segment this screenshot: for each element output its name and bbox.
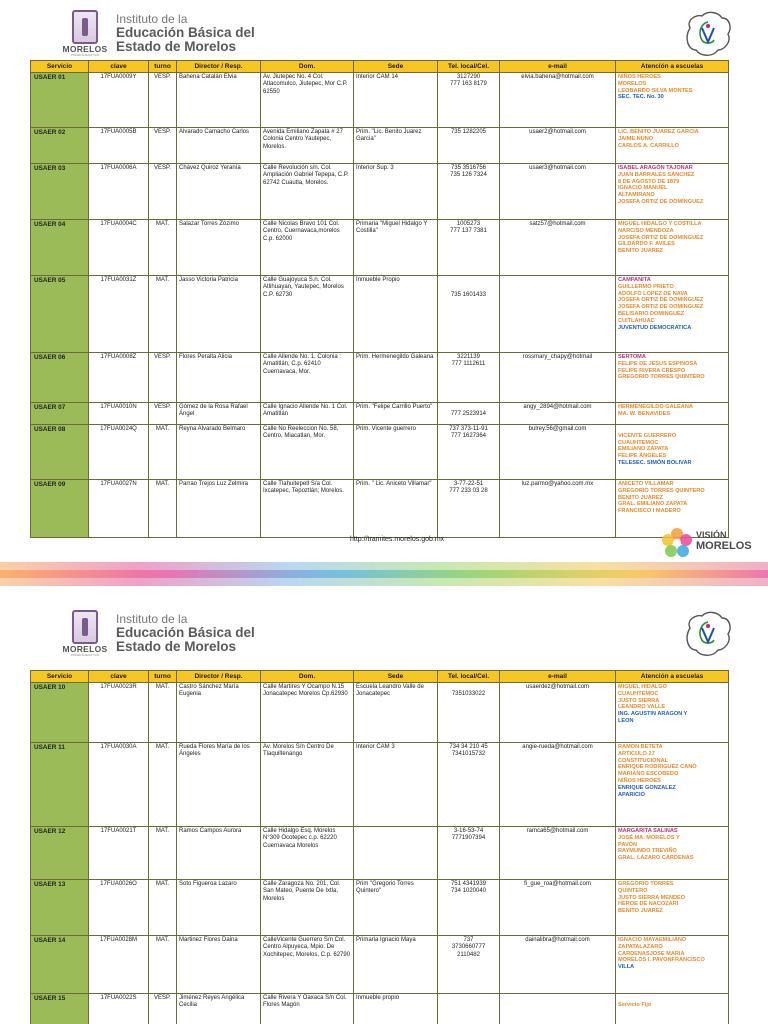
table-row xyxy=(31,353,729,403)
school-name: JAIME NUNO xyxy=(618,135,654,142)
school-name: BENITO JUAREZ xyxy=(618,248,663,255)
school-name: JOSEFA ORTIZ DE DOMÍNGUEZ xyxy=(618,198,704,205)
cell-turno: VESP. xyxy=(149,128,177,164)
cell-tel: 777 2523914 xyxy=(438,403,500,425)
table-row xyxy=(31,220,729,276)
school-name: FELIPE RIVERA CRESPO xyxy=(618,367,686,374)
morelos-word: MORELOS xyxy=(696,540,752,552)
school-name: CAMPANITA xyxy=(618,277,651,283)
cell-turno: VESP. xyxy=(149,403,177,425)
cell-escuelas xyxy=(616,353,729,403)
usaer-table-page-1 xyxy=(30,60,729,538)
column-header: Dom. xyxy=(261,671,354,683)
school-name: RAYMUNDO TREVIÑO xyxy=(618,848,677,855)
cell-escuelas xyxy=(616,880,729,936)
school-name: BENITO JUAREZ xyxy=(618,908,663,915)
cell-email[interactable]: angie-rueda@hotmail.com xyxy=(500,743,616,827)
table-row xyxy=(31,683,729,743)
table-row xyxy=(31,936,729,994)
cell-director: Alvarado Camacho Carlos xyxy=(177,128,261,164)
vision-word: VISIÓN xyxy=(696,530,727,540)
school-name: JOSEFA ORTIZ DE DOMINGUEZ xyxy=(618,297,704,304)
footer-url[interactable]: http://tramites.morelos.gob.mx xyxy=(350,536,445,543)
institute-title xyxy=(116,612,316,654)
cell-turno: MAT. xyxy=(149,936,177,994)
cell-clave: 17FUA0028M xyxy=(89,936,149,994)
school-name: HEROE DE NACOZARI xyxy=(618,901,679,908)
cell-dom: Calle Ignacio Allende No. 1 Col. Amatitlán xyxy=(261,403,354,425)
table-row xyxy=(31,827,729,880)
column-header: Tel. local/Cel. xyxy=(438,61,500,73)
column-header: Sede xyxy=(354,61,438,73)
school-name: VILLA xyxy=(618,964,635,971)
school-name: MARGARITA SALINAS xyxy=(618,828,678,834)
cell-sede: Interior CAM 3 xyxy=(354,743,438,827)
cell-escuelas xyxy=(616,683,729,743)
cell-tel: 3-77-22-51 777 233 03 28 xyxy=(438,480,500,538)
cell-turno: MAT. xyxy=(149,880,177,936)
cell-dom: Calle Rivera Y Oaxaca S/n Col. Flores Magón xyxy=(261,994,354,1024)
cell-clave: 17FUA0022S xyxy=(89,994,149,1024)
cell-director: Chávez Quiroz Yeranía xyxy=(177,164,261,220)
column-header: e-mail xyxy=(500,671,616,683)
school-name: FELIPE ÁNGELES xyxy=(618,453,667,460)
cell-servicio: USAER 08 xyxy=(31,425,89,480)
school-name: EMILIANO ZAPATA xyxy=(618,446,669,453)
cell-escuelas xyxy=(616,827,729,880)
decorative-stripe xyxy=(0,562,768,586)
cell-turno: MAT. xyxy=(149,743,177,827)
logo-sub: PODER EJECUTIVO xyxy=(70,653,100,657)
school-name: JOSEFA ORTIZ DE DOMINGUEZ xyxy=(618,304,704,311)
cell-sede: Prim. " Lic. Aniceto Villamar" xyxy=(354,480,438,538)
cell-turno: MAT. xyxy=(149,683,177,743)
school-name: CARDENASJOSE MARIA xyxy=(618,950,685,957)
cell-email[interactable]: rossmary_chapy@hotmail xyxy=(500,353,616,403)
school-name: ING. AGUSTIN ARAGON Y xyxy=(618,711,688,718)
school-name: 8 DE AGOSTO DE 1879 xyxy=(618,178,680,185)
morelos-logo xyxy=(60,610,110,656)
cell-escuelas xyxy=(616,128,729,164)
school-name: GREGORIO TORRES xyxy=(618,881,674,887)
school-name: GREGORIO TORRES QUINTERO xyxy=(618,487,705,494)
column-header: Atención a escuelas xyxy=(616,61,729,73)
title-line-1: Instituto de la xyxy=(116,12,188,26)
institute-title xyxy=(116,12,316,54)
cell-clave: 17FUA0008Z xyxy=(89,353,149,403)
school-name: CONSTITUCIONAL xyxy=(618,757,669,764)
cell-clave: 17FUA0027N xyxy=(89,480,149,538)
cell-email[interactable]: elvia.bahena@hotmail.com xyxy=(500,73,616,128)
cell-sede: Inmueble propio xyxy=(354,994,438,1024)
title-line-3: Estado de Morelos xyxy=(116,39,237,54)
cell-dom: Av. Morelos S/n Centro De Tlaquiltenango xyxy=(261,743,354,827)
cell-servicio: USAER 11 xyxy=(31,743,89,827)
school-name: GRAL. LÁZARO CÁRDENAS xyxy=(618,855,694,862)
school-name: VICENTE GUERRERO xyxy=(618,432,677,439)
cell-dom: Avenida Emiliano Zapata # 27 Colonia Centro Yautepec, Morelos. xyxy=(261,128,354,164)
cell-email[interactable] xyxy=(500,994,616,1024)
cell-email[interactable]: usaerdez@hotmail.com xyxy=(500,683,616,743)
cell-tel: 735 1601433 xyxy=(438,276,500,353)
morelos-emblem-icon xyxy=(72,10,98,44)
school-name: NIÑOS HEROES xyxy=(618,74,661,80)
title-line-3: Estado de Morelos xyxy=(116,639,237,654)
cell-tel: 735 3516756 735 126 7324 xyxy=(438,164,500,220)
column-header: turno xyxy=(149,671,177,683)
cell-escuelas xyxy=(616,994,729,1024)
cell-tel: 737 3730660777 2110482 xyxy=(438,936,500,994)
school-name: MA. W. BENAVIDES xyxy=(618,410,671,417)
cell-director: Reyna Alvarado Belmaro xyxy=(177,425,261,480)
cell-clave: 17FUA0005B xyxy=(89,128,149,164)
cell-dom: Calle Tlahuitepetl S/a Col. Ixcatepec, Tepoztlán; Morelos. xyxy=(261,480,354,538)
cell-servicio: USAER 09 xyxy=(31,480,89,538)
cell-servicio: USAER 14 xyxy=(31,936,89,994)
school-name: JUSTO SIERRA MENDEO xyxy=(618,894,686,901)
school-name: CUAUHTEMOC xyxy=(618,690,659,697)
cell-tel: 734 34 210 45 7341015732 xyxy=(438,743,500,827)
school-name: ENRIQUE GONZALEZ xyxy=(618,784,676,791)
school-name: ZAPATALAZARO xyxy=(618,943,663,950)
school-name: MORELOS I. PAVONFRANCISCO xyxy=(618,957,705,964)
logo-word: MORELOS xyxy=(62,644,108,654)
cell-sede: Prim "Gregorio Torres Quintero" xyxy=(354,880,438,936)
school-name: QUINTERO xyxy=(618,887,648,894)
cell-director: Jiménez Reyes Angélica Cecilia xyxy=(177,994,261,1024)
column-header: e-mail xyxy=(500,61,616,73)
table-row xyxy=(31,73,729,128)
cell-director: Soto Figueroa Lazaro xyxy=(177,880,261,936)
cell-tel: 3221139 777 1112611 xyxy=(438,353,500,403)
school-name: Servicio Fijo xyxy=(618,1001,652,1008)
page-header xyxy=(0,0,768,60)
cell-clave: 17FUA0030A xyxy=(89,743,149,827)
school-name: ENRIQUE RODRIGUEZ CANO xyxy=(618,764,697,771)
cell-tel: 735 1282205 xyxy=(438,128,500,164)
cell-servicio: USAER 13 xyxy=(31,880,89,936)
cell-servicio: USAER 06 xyxy=(31,353,89,403)
school-name: IGNACIO MAYAEMILIANO xyxy=(618,937,687,943)
school-name xyxy=(618,426,726,433)
cell-director: Jasso Victoria Patricia xyxy=(177,276,261,353)
school-name: MARIANO ESCOBEDO xyxy=(618,771,679,778)
cell-escuelas xyxy=(616,73,729,128)
cell-servicio: USAER 07 xyxy=(31,403,89,425)
cell-tel: 3-16-53-74 7771907394 xyxy=(438,827,500,880)
cell-clave: 17FUA0010N xyxy=(89,403,149,425)
school-name: ISABEL ARAGÓN TAJONAR xyxy=(618,165,693,171)
cell-clave: 17FUA0024Q xyxy=(89,425,149,480)
cell-turno: VESP. xyxy=(149,73,177,128)
cell-sede: Prim. Hermenegildo Galeana xyxy=(354,353,438,403)
cell-turno: MAT. xyxy=(149,276,177,353)
school-name: LEANDRO VALLE xyxy=(618,704,666,711)
column-header: Director / Resp. xyxy=(177,671,261,683)
school-name: GREGORIO TORRES QUINTERO xyxy=(618,374,705,381)
cell-email[interactable]: satz57@hotmail.com xyxy=(500,220,616,276)
cell-turno: VESP. xyxy=(149,353,177,403)
cell-director: Gómez de la Rosa Rafael Ángel xyxy=(177,403,261,425)
table-row xyxy=(31,425,729,480)
cell-servicio: USAER 01 xyxy=(31,73,89,128)
cell-director: Ramos Campos Aurora xyxy=(177,827,261,880)
school-name: JUVENTUD DEMOCRATICA xyxy=(618,324,692,331)
school-name: JOSEFA ORTIZ DE DOMINGUEZ xyxy=(618,234,704,241)
column-header: Dom. xyxy=(261,61,354,73)
title-line-2: Educación Básica del xyxy=(116,25,255,40)
cell-turno: MAT. xyxy=(149,480,177,538)
school-name: MIGUEL HIDALGO Y COSTILLA xyxy=(618,221,702,227)
cell-email[interactable]: bulrey.56@gmail.com xyxy=(500,425,616,480)
school-name: JUAN BARRALES SÁNCHEZ xyxy=(618,171,695,178)
cell-email[interactable]: angy_2894@hotmail.com xyxy=(500,403,616,425)
school-name: RAMON BETETA xyxy=(618,744,663,750)
cell-dom: Calle Nicolas Bravo 101 Col. Centro, Cuernavaca,morelos C.p. 62000 xyxy=(261,220,354,276)
cell-turno: VESP. xyxy=(149,994,177,1024)
cell-sede xyxy=(354,827,438,880)
cell-director: Bahena Catalán Elvia xyxy=(177,73,261,128)
cell-turno: MAT. xyxy=(149,827,177,880)
table-row xyxy=(31,480,729,538)
table-row xyxy=(31,994,729,1024)
school-name: PAVÓN xyxy=(618,841,638,848)
school-name: MIGUEL HIDALGO xyxy=(618,684,667,690)
morelos-logo xyxy=(60,10,110,56)
table-row xyxy=(31,164,729,220)
vision-morelos-logo xyxy=(660,526,760,560)
school-name: ADOLFO LOPEZ DE NAVA xyxy=(618,290,688,297)
cell-sede: Interior Sup. 3 xyxy=(354,164,438,220)
table-row xyxy=(31,403,729,425)
cell-tel: 737 373-11-91 777 1627364 xyxy=(438,425,500,480)
cell-tel: 751 4341939 734 1020040 xyxy=(438,880,500,936)
cell-escuelas xyxy=(616,936,729,994)
cell-turno: MAT. xyxy=(149,425,177,480)
cell-clave: 17FUA0026O xyxy=(89,880,149,936)
school-name: JOSÉ MA. MORELOS Y xyxy=(618,834,680,841)
school-name: HERMENEGILDO GALEANA xyxy=(618,404,693,410)
cell-dom: Calle Hidalgo Esq. Morelos N°309 Ocotepec c.p. 62220 Cuernavaca Morelos xyxy=(261,827,354,880)
cell-servicio: USAER 15 xyxy=(31,994,89,1024)
cell-dom: Calle Revolución s/n. Col. Ampliación Gabriel Tepepa, C.P. 62742 Cuautla, Morelos. xyxy=(261,164,354,220)
state-map-emblem-icon xyxy=(682,608,734,660)
cell-dom: CalleVicente Guerrero S/n Col. Centro Alpuyeca, Mpio. De Xochitepec, Morelos, C.p. 62790 xyxy=(261,936,354,994)
school-name: CUAUHTEMOC xyxy=(618,439,659,446)
school-name: NARCISO MENDOZA xyxy=(618,227,674,234)
table-header-row xyxy=(31,61,729,73)
column-header: Atención a escuelas xyxy=(616,671,729,683)
cell-turno: MAT. xyxy=(149,220,177,276)
cell-clave: 17FUA0009Y xyxy=(89,73,149,128)
school-name: BELISARIO DOMINGUEZ xyxy=(618,310,685,317)
cell-director: Rueda Flores María de los Ángeles xyxy=(177,743,261,827)
school-name: CARLOS A. CARRILLO xyxy=(618,142,680,149)
column-header: Sede xyxy=(354,671,438,683)
table-row xyxy=(31,276,729,353)
cell-turno: VESP. xyxy=(149,164,177,220)
cell-email[interactable]: luz.parmo@yahoo.com.mx xyxy=(500,480,616,538)
school-name: FELIPE DE JESUS ESPINOSA xyxy=(618,360,698,367)
cell-email[interactable]: fi_gue_roa@hotmail.com xyxy=(500,880,616,936)
school-name: MORELOS xyxy=(618,80,647,87)
cell-clave: 17FUA0006A xyxy=(89,164,149,220)
school-name: JUSTO SIERRA xyxy=(618,697,660,704)
cell-tel: 3127290 777 163 8179 xyxy=(438,73,500,128)
table-row xyxy=(31,128,729,164)
school-name xyxy=(618,995,726,1002)
cell-sede: Prim. "Lic. Benito Juarez Garcia" xyxy=(354,128,438,164)
page-header xyxy=(0,600,768,660)
logo-sub: PODER EJECUTIVO xyxy=(70,53,100,57)
table-row xyxy=(31,880,729,936)
morelos-emblem-icon xyxy=(72,610,98,644)
vision-flower-icon xyxy=(660,526,694,560)
cell-servicio: USAER 03 xyxy=(31,164,89,220)
cell-director: Parrao Trejos Luz Zelmira xyxy=(177,480,261,538)
column-header: turno xyxy=(149,61,177,73)
usaer-table-page-2 xyxy=(30,670,729,1024)
cell-sede: Prim. Vicente guerrero xyxy=(354,425,438,480)
school-name: ANICETO VILLAMAR xyxy=(618,481,674,487)
cell-sede: Primaria Ignacio Maya xyxy=(354,936,438,994)
column-header: clave xyxy=(89,61,149,73)
cell-dom: Calle No Reeleccion No. 58, Centro, Miacatlan, Mor. xyxy=(261,425,354,480)
column-header: Director / Resp. xyxy=(177,61,261,73)
cell-tel: 1005273 777 137 7381 xyxy=(438,220,500,276)
cell-escuelas xyxy=(616,276,729,353)
cell-servicio: USAER 12 xyxy=(31,827,89,880)
school-name: IGNACIO MANUEL xyxy=(618,185,668,192)
school-name: LEOBARDO SILVA MONTES xyxy=(618,87,693,94)
cell-clave: 17FUA0021T xyxy=(89,827,149,880)
table-header-row xyxy=(31,671,729,683)
cell-sede: Escuela Leandro Valle de Jonacatepec xyxy=(354,683,438,743)
school-name: SEC. TEC. No. 30 xyxy=(618,94,664,101)
cell-servicio: USAER 05 xyxy=(31,276,89,353)
cell-email[interactable] xyxy=(500,276,616,353)
title-line-2: Educación Básica del xyxy=(116,625,255,640)
table-row xyxy=(31,743,729,827)
cell-clave: 17FUA0004C xyxy=(89,220,149,276)
cell-email[interactable]: ramca65@hotmail.com xyxy=(500,827,616,880)
school-name: CUITLAHUAC xyxy=(618,317,655,324)
cell-email[interactable]: usaer3@hotmail.com xyxy=(500,164,616,220)
document-page-2 xyxy=(0,586,768,1024)
logo-word: MORELOS xyxy=(62,44,108,54)
cell-email[interactable]: dainalibra@hotmail.com xyxy=(500,936,616,994)
cell-servicio: USAER 02 xyxy=(31,128,89,164)
cell-director: Salazar Torres Zózimo xyxy=(177,220,261,276)
cell-director: Flores Peralta Alicia xyxy=(177,353,261,403)
cell-servicio: USAER 04 xyxy=(31,220,89,276)
column-header: Servicio xyxy=(31,671,89,683)
cell-director: Castro Sánchez María Eugenia xyxy=(177,683,261,743)
cell-clave: 17FUA0031Z xyxy=(89,276,149,353)
cell-tel: 7351033022 xyxy=(438,683,500,743)
school-name: SERTOMA xyxy=(618,354,646,360)
cell-dom: Av. Jiutepec No. 4 Col. Atlacomulco, Jiutepec, Mor C.P. 62550 xyxy=(261,73,354,128)
cell-sede: Inmueble Propio xyxy=(354,276,438,353)
cell-tel xyxy=(438,994,500,1024)
column-header: Servicio xyxy=(31,61,89,73)
school-name: NIÑOS HEROES xyxy=(618,777,661,784)
school-name: ARTICULO 27 xyxy=(618,750,655,757)
column-header: clave xyxy=(89,671,149,683)
cell-dom: Calle Zaragoza No. 201, Col. San Mateo, Puente De Ixtla, Morelos xyxy=(261,880,354,936)
cell-sede: Prim. "Felipe Carrillo Puerto" xyxy=(354,403,438,425)
cell-dom: Calle Martires Y Ocampo N.15 Jonacatepec Morelos Cp.62930 xyxy=(261,683,354,743)
cell-email[interactable]: usaer2@hotmail.com xyxy=(500,128,616,164)
school-name: LIC. BENITO JUAREZ GARCIA xyxy=(618,129,699,135)
column-header: Tel. local/Cel. xyxy=(438,671,500,683)
school-name: GRAL. EMILIANO ZAPATA xyxy=(618,501,688,508)
cell-sede: Interior CAM 14 xyxy=(354,73,438,128)
cell-escuelas xyxy=(616,743,729,827)
cell-sede: Primaria "Miguel Hidalgo Y Costilla" xyxy=(354,220,438,276)
cell-escuelas xyxy=(616,403,729,425)
cell-servicio: USAER 10 xyxy=(31,683,89,743)
cell-dom: Calle Guajoyuca S.n. Col. Atlihuayan, Yautepec, Morelos C.P. 62730 xyxy=(261,276,354,353)
school-name: GILDARDO F. AVILES xyxy=(618,241,675,248)
cell-director: Martinez Flores Daina xyxy=(177,936,261,994)
title-line-1: Instituto de la xyxy=(116,612,188,626)
school-name: LEON xyxy=(618,717,634,724)
cell-dom: Calle Allende No. 1. Colonia : Amatitlán, C.p. 62410 Cuernavaca, Mor. xyxy=(261,353,354,403)
school-name: BENITO JUÁREZ xyxy=(618,494,663,501)
school-name: APARICIO xyxy=(618,791,645,798)
school-name: GUILLERMO PRIETO xyxy=(618,283,674,290)
school-name: FRANCISCO I MADERO xyxy=(618,508,681,515)
cell-clave: 17FUA0023R xyxy=(89,683,149,743)
school-name: ALTAMIRANO xyxy=(618,192,655,199)
cell-escuelas xyxy=(616,425,729,480)
school-name: TELESEC. SIMÓN BOLIVAR xyxy=(618,459,692,466)
cell-escuelas xyxy=(616,164,729,220)
cell-escuelas xyxy=(616,220,729,276)
state-map-emblem-icon xyxy=(682,8,734,60)
